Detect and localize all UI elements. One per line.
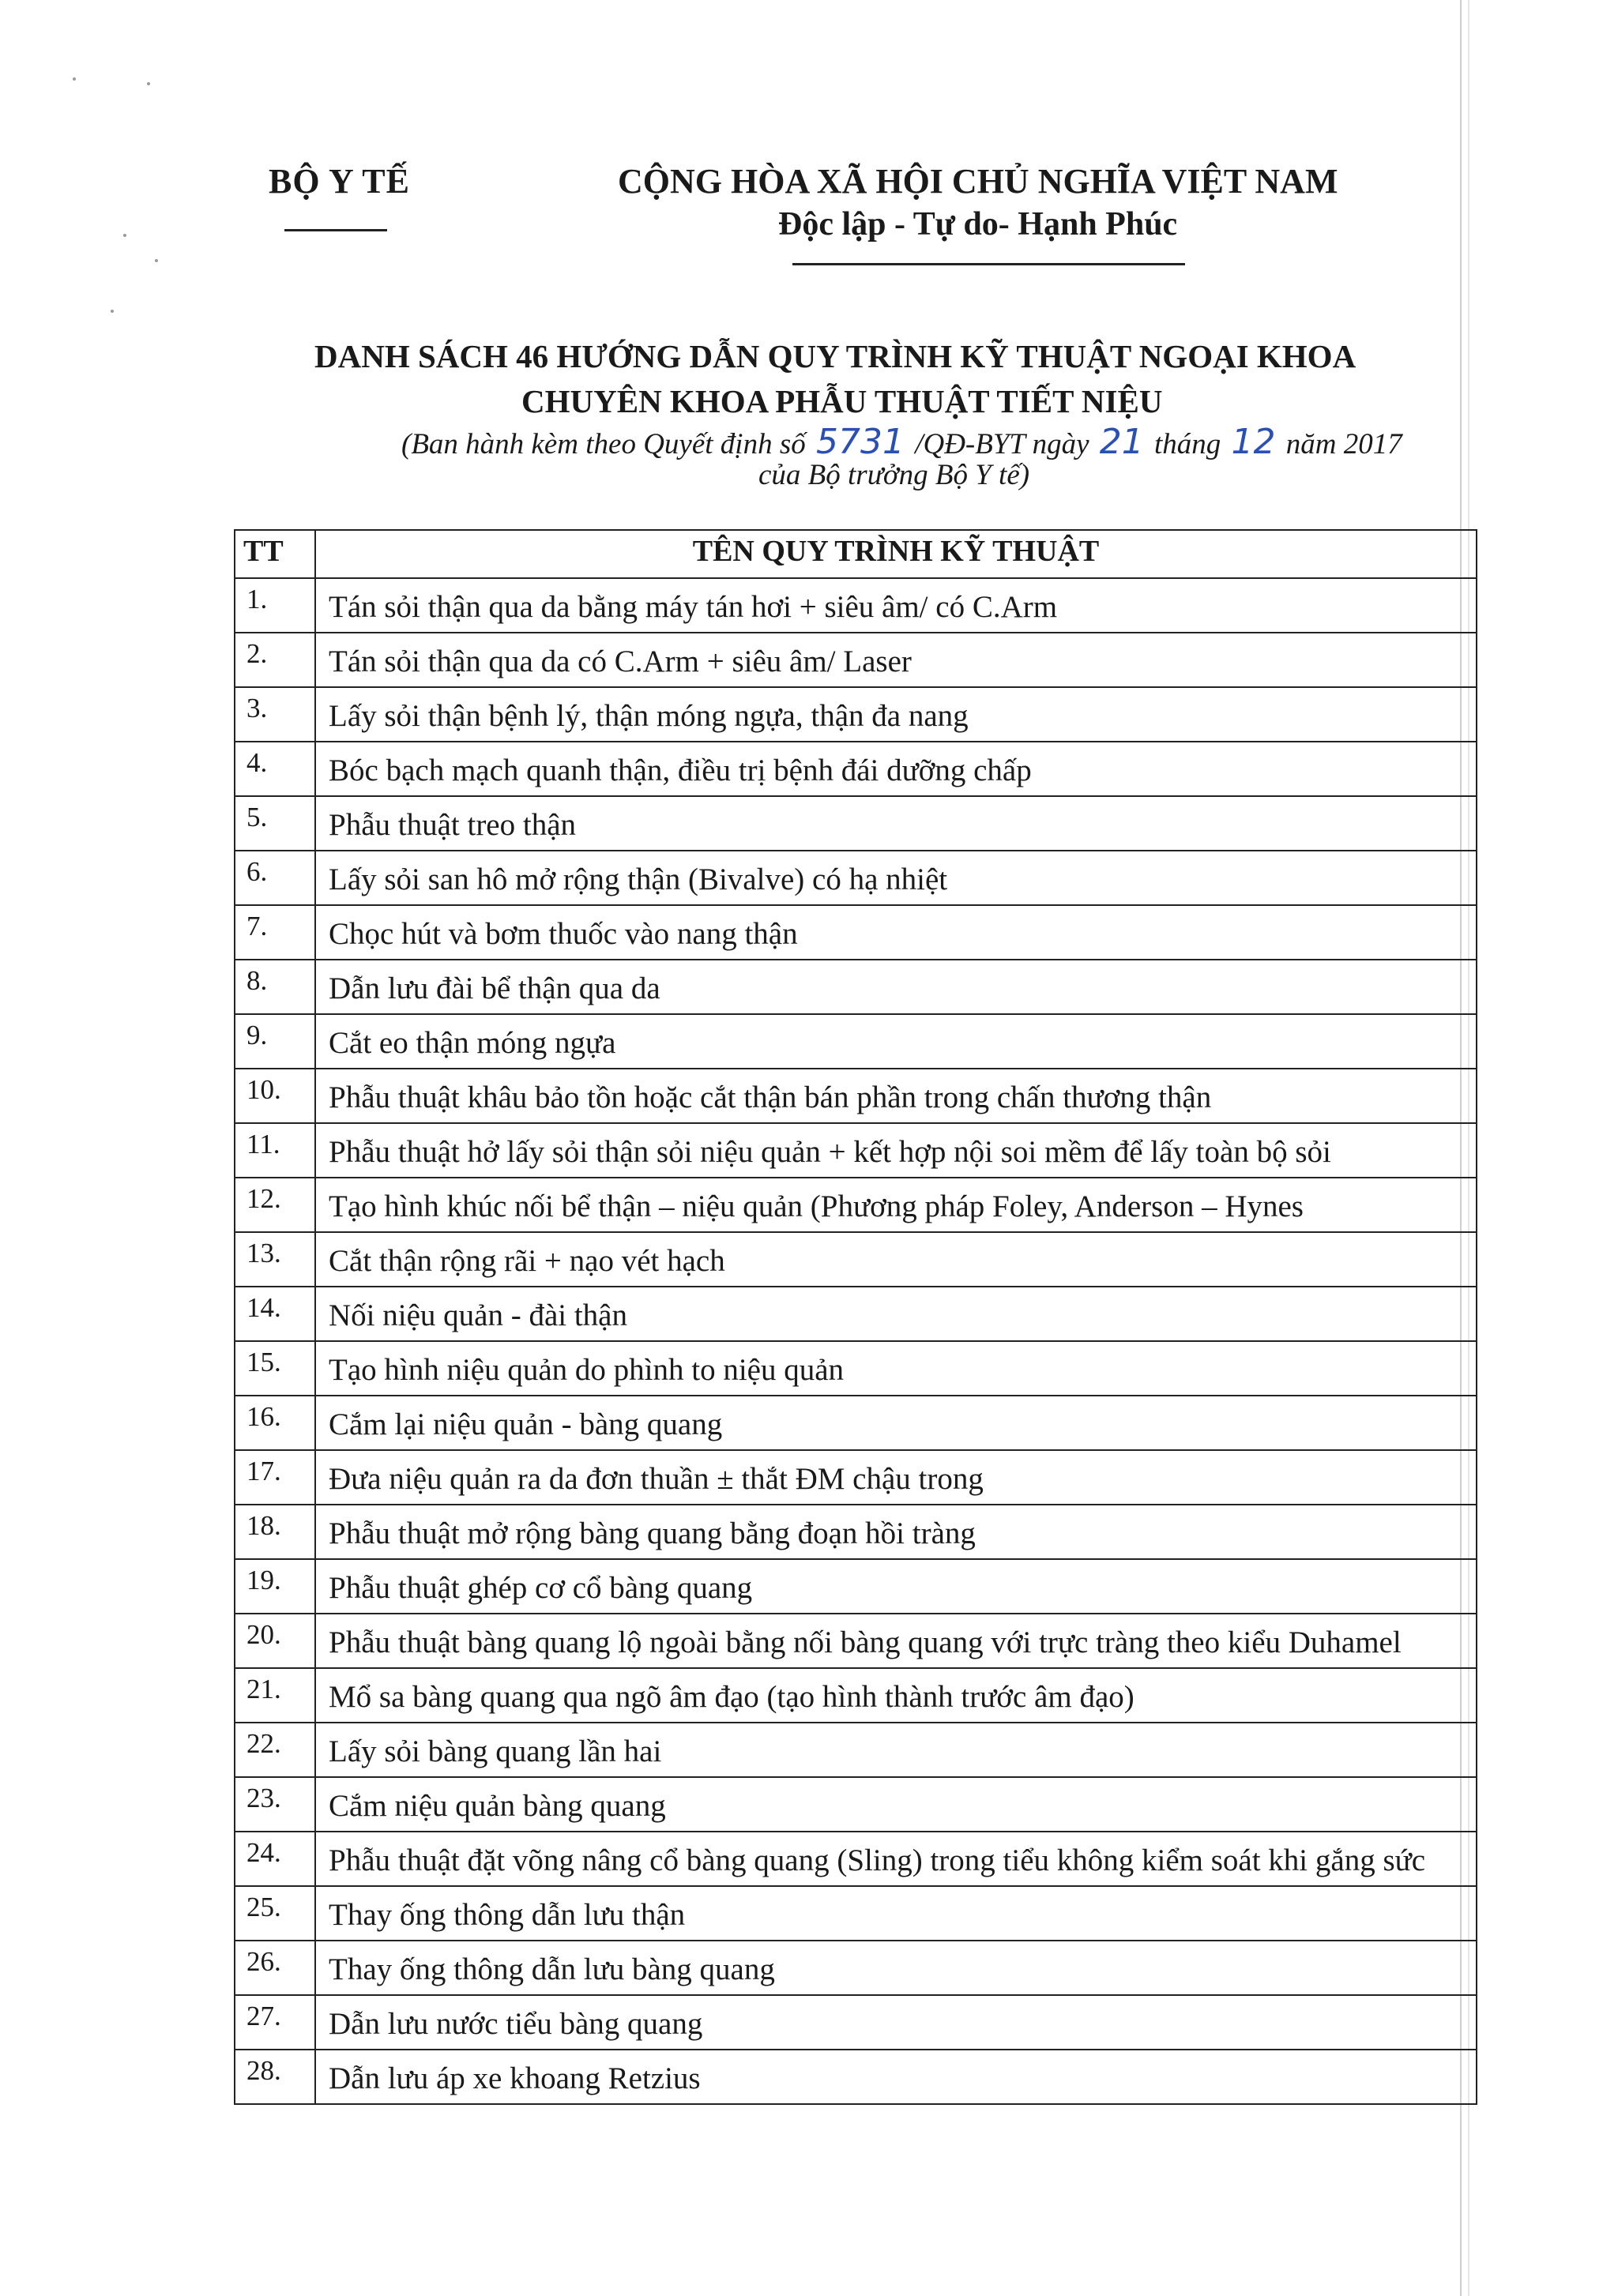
scan-speck [147, 82, 150, 85]
row-number: 17. [235, 1450, 315, 1505]
procedure-name: Tạo hình niệu quản do phình to niệu quản [315, 1341, 1477, 1396]
row-number: 14. [235, 1287, 315, 1341]
procedure-name: Lấy sỏi san hô mở rộng thận (Bivalve) có hạ nhiệt [315, 851, 1477, 905]
row-number: 22. [235, 1723, 315, 1777]
row-number: 18. [235, 1505, 315, 1559]
procedure-name: Phẫu thuật bàng quang lộ ngoài bằng nối bàng quang với trực tràng theo kiểu Duhamel [315, 1614, 1477, 1668]
row-number: 10. [235, 1069, 315, 1123]
procedure-name: Chọc hút và bơm thuốc vào nang thận [315, 905, 1477, 960]
row-number: 1. [235, 578, 315, 633]
procedure-name: Cắt thận rộng rãi + nạo vét hạch [315, 1232, 1477, 1287]
row-number: 3. [235, 687, 315, 742]
procedure-name: Tạo hình khúc nối bể thận – niệu quản (Phương pháp Foley, Anderson – Hynes [315, 1178, 1477, 1232]
table-row [235, 578, 1477, 633]
table-body [235, 578, 1477, 2104]
procedure-name: Lấy sỏi bàng quang lần hai [315, 1723, 1477, 1777]
row-number: 15. [235, 1341, 315, 1396]
table-row [235, 1832, 1477, 1886]
table-row [235, 1341, 1477, 1396]
table-row [235, 1995, 1477, 2050]
procedure-name: Cắt eo thận móng ngựa [315, 1014, 1477, 1069]
table-row [235, 1505, 1477, 1559]
row-number: 28. [235, 2050, 315, 2104]
table-row [235, 742, 1477, 796]
procedure-name: Phẫu thuật mở rộng bàng quang bằng đoạn hồi tràng [315, 1505, 1477, 1559]
procedure-name: Tán sỏi thận qua da bằng máy tán hơi + siêu âm/ có C.Arm [315, 578, 1477, 633]
ministry-underline [284, 229, 387, 231]
table-row [235, 2050, 1477, 2104]
row-number: 24. [235, 1832, 315, 1886]
row-number: 19. [235, 1559, 315, 1614]
row-number: 16. [235, 1396, 315, 1450]
row-number: 11. [235, 1123, 315, 1178]
procedure-name: Dẫn lưu áp xe khoang Retzius [315, 2050, 1477, 2104]
table-row [235, 960, 1477, 1014]
procedure-name: Dẫn lưu đài bể thận qua da [315, 960, 1477, 1014]
procedure-name: Phẫu thuật treo thận [315, 796, 1477, 851]
national-motto: Độc lập - Tự do- Hạnh Phúc [778, 206, 1178, 242]
row-number: 4. [235, 742, 315, 796]
table-row [235, 687, 1477, 742]
header-procedure-name: TÊN QUY TRÌNH KỸ THUẬT [315, 530, 1477, 578]
procedure-name: Cắm lại niệu quản - bàng quang [315, 1396, 1477, 1450]
scan-speck [111, 310, 114, 313]
row-number: 2. [235, 633, 315, 687]
procedure-name: Dẫn lưu nước tiểu bàng quang [315, 1995, 1477, 2050]
table-row [235, 1123, 1477, 1178]
row-number: 7. [235, 905, 315, 960]
procedure-name: Đưa niệu quản ra da đơn thuần ± thắt ĐM chậu trong [315, 1450, 1477, 1505]
motto-underline [792, 263, 1185, 265]
decision-reference [401, 422, 1402, 462]
row-number: 23. [235, 1777, 315, 1832]
header-tt: TT [235, 530, 315, 578]
decision-mid1: /QĐ-BYT ngày [915, 428, 1089, 460]
decision-issuer: của Bộ trưởng Bộ Y tế) [758, 459, 1030, 491]
row-number: 8. [235, 960, 315, 1014]
table-row [235, 1450, 1477, 1505]
table-row [235, 633, 1477, 687]
table-row [235, 851, 1477, 905]
document-title-line2: CHUYÊN KHOA PHẪU THUẬT TIẾT NIỆU [521, 383, 1163, 419]
procedure-name: Bóc bạch mạch quanh thận, điều trị bệnh đái dưỡng chấp [315, 742, 1477, 796]
procedure-name: Mổ sa bàng quang qua ngõ âm đạo (tạo hình thành trước âm đạo) [315, 1668, 1477, 1723]
row-number: 12. [235, 1178, 315, 1232]
row-number: 13. [235, 1232, 315, 1287]
table-header-row [235, 530, 1477, 578]
table-row [235, 1886, 1477, 1941]
decision-number-handwritten: 5731 [815, 422, 905, 462]
table-row [235, 1396, 1477, 1450]
decision-prefix: (Ban hành kèm theo Quyết định số [401, 428, 806, 460]
table-row [235, 1777, 1477, 1832]
table-row [235, 1668, 1477, 1723]
decision-month-handwritten: 12 [1231, 422, 1276, 462]
procedure-name: Thay ống thông dẫn lưu thận [315, 1886, 1477, 1941]
ministry-name: BỘ Y TẾ [269, 162, 410, 201]
row-number: 6. [235, 851, 315, 905]
row-number: 26. [235, 1941, 315, 1995]
row-number: 20. [235, 1614, 315, 1668]
row-number: 9. [235, 1014, 315, 1069]
procedure-name: Cắm niệu quản bàng quang [315, 1777, 1477, 1832]
table-row [235, 1941, 1477, 1995]
row-number: 5. [235, 796, 315, 851]
row-number: 25. [235, 1886, 315, 1941]
procedure-name: Phẫu thuật hở lấy sỏi thận sỏi niệu quản + kết hợp nội soi mềm để lấy toàn bộ sỏi [315, 1123, 1477, 1178]
procedure-name: Phẫu thuật ghép cơ cổ bàng quang [315, 1559, 1477, 1614]
decision-mid2: tháng [1154, 428, 1221, 460]
table-row [235, 1069, 1477, 1123]
decision-day-handwritten: 21 [1099, 422, 1144, 462]
scan-speck [123, 234, 126, 237]
row-number: 27. [235, 1995, 315, 2050]
table-row [235, 1614, 1477, 1668]
table-row [235, 905, 1477, 960]
procedure-name: Nối niệu quản - đài thận [315, 1287, 1477, 1341]
procedure-name: Thay ống thông dẫn lưu bàng quang [315, 1941, 1477, 1995]
procedure-table [234, 529, 1477, 2105]
procedure-name: Lấy sỏi thận bệnh lý, thận móng ngựa, thận đa nang [315, 687, 1477, 742]
row-number: 21. [235, 1668, 315, 1723]
table-row [235, 1232, 1477, 1287]
scan-speck [155, 259, 158, 262]
procedure-name: Phẫu thuật đặt võng nâng cổ bàng quang (Sling) trong tiểu không kiểm soát khi gắng sức [315, 1832, 1477, 1886]
table-row [235, 1559, 1477, 1614]
procedure-name: Phẫu thuật khâu bảo tồn hoặc cắt thận bán phần trong chấn thương thận [315, 1069, 1477, 1123]
table-row [235, 1723, 1477, 1777]
country-name: CỘNG HÒA XÃ HỘI CHỦ NGHĨA VIỆT NAM [618, 162, 1338, 201]
document-title-line1: DANH SÁCH 46 HƯỚNG DẪN QUY TRÌNH KỸ THUẬT NGOẠI KHOA [314, 338, 1356, 374]
table-row [235, 1287, 1477, 1341]
table-row [235, 796, 1477, 851]
scan-speck [73, 77, 76, 81]
table-row [235, 1178, 1477, 1232]
procedure-name: Tán sỏi thận qua da có C.Arm + siêu âm/ Laser [315, 633, 1477, 687]
table-row [235, 1014, 1477, 1069]
decision-suffix: năm 2017 [1285, 428, 1402, 460]
